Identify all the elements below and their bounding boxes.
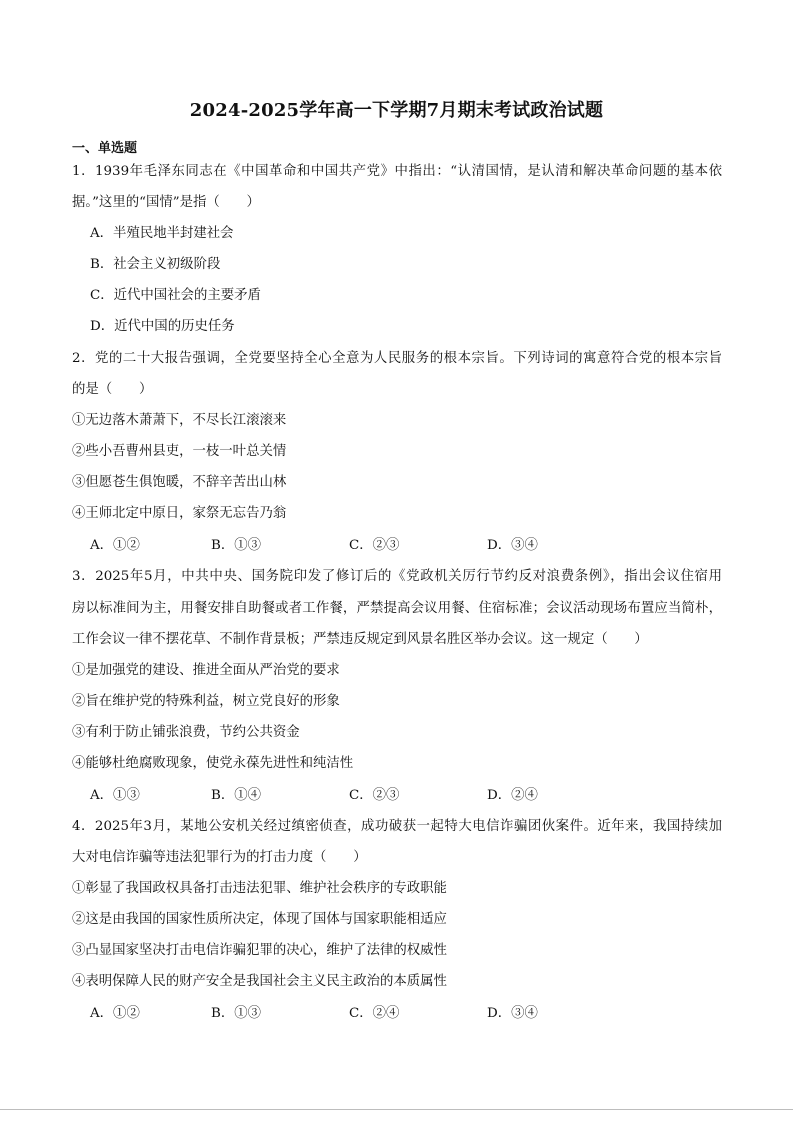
q1-option-d[interactable]: D．近代中国的历史任务: [90, 319, 235, 334]
q2-stem-line-2: 的是（ ）: [72, 382, 153, 397]
q1-option-a[interactable]: A．半殖民地半封建社会: [90, 226, 234, 241]
q2-statement-1: ①无边落木萧萧下，不尽长江滚滚来: [72, 413, 287, 428]
q4-stem-line-2: 大对电信诈骗等违法犯罪行为的打击力度（ ）: [72, 850, 367, 865]
q4-stem-line-1: 4．2025年3月，某地公安机关经过缜密侦查，成功破获一起特大电信诈骗团伙案件。近年来，我国持续加: [72, 819, 722, 834]
q3-option-c[interactable]: C．②③: [349, 788, 400, 803]
page-bottom-divider: [0, 1109, 793, 1110]
q4-option-d[interactable]: D．③④: [487, 1006, 538, 1021]
q2-option-b[interactable]: B．①③: [211, 538, 262, 553]
q2-option-a[interactable]: A．①②: [90, 538, 140, 553]
q4-option-a[interactable]: A．①②: [90, 1006, 140, 1021]
q3-option-d[interactable]: D．②④: [487, 788, 538, 803]
q3-stem-line-2: 房以标准间为主，用餐安排自助餐或者工作餐，严禁提高会议用餐、住宿标准；会议活动现场布置应当简朴，: [72, 601, 722, 616]
q4-statement-1: ①彰显了我国政权具备打击违法犯罪、维护社会秩序的专政职能: [72, 881, 447, 896]
q3-stem-line-1: 3．2025年5月，中共中央、国务院印发了修订后的《党政机关厉行节约反对浪费条例》，指出会议住宿用: [72, 569, 722, 584]
exam-title: 2024-2025学年高一下学期7月期末考试政治试题: [189, 100, 604, 121]
q4-option-b[interactable]: B．①③: [211, 1006, 262, 1021]
q1-option-c[interactable]: C．近代中国社会的主要矛盾: [90, 288, 261, 303]
q3-statement-4: ④能够杜绝腐败现象，使党永葆先进性和纯洁性: [72, 756, 354, 771]
q3-stem-line-3: 工作会议一律不摆花草、不制作背景板；严禁违反规定到风景名胜区举办会议。这一规定（ ）: [72, 632, 648, 647]
q2-option-d[interactable]: D．③④: [487, 538, 538, 553]
q4-statement-3: ③凸显国家坚决打击电信诈骗犯罪的决心，维护了法律的权威性: [72, 943, 447, 958]
q2-statement-3: ③但愿苍生俱饱暖，不辞辛苦出山林: [72, 475, 287, 490]
q4-statement-2: ②这是由我国的国家性质所决定，体现了国体与国家职能相适应: [72, 912, 447, 927]
q1-option-b[interactable]: B．社会主义初级阶段: [90, 257, 221, 272]
q2-statement-2: ②些小吾曹州县吏，一枝一叶总关情: [72, 444, 287, 459]
q2-option-c[interactable]: C．②③: [349, 538, 400, 553]
q3-option-b[interactable]: B．①④: [211, 788, 262, 803]
q3-statement-2: ②旨在维护党的特殊利益，树立党良好的形象: [72, 694, 340, 709]
q4-option-c[interactable]: C．②④: [349, 1006, 400, 1021]
q1-stem-line-2: 据。”这里的“国情”是指（ ）: [72, 195, 260, 210]
q2-stem-line-1: 2．党的二十大报告强调，全党要坚持全心全意为人民服务的根本宗旨。下列诗词的寓意符合党的根本宗旨: [72, 351, 722, 366]
q3-statement-3: ③有利于防止铺张浪费，节约公共资金: [72, 725, 300, 740]
q1-stem-line-1: 1．1939年毛泽东同志在《中国革命和中国共产党》中指出：“认清国情，是认清和解决革命问题的基本依: [72, 164, 722, 179]
q3-option-a[interactable]: A．①③: [90, 788, 140, 803]
section-heading: 一、单选题: [72, 141, 138, 156]
q4-statement-4: ④表明保障人民的财产安全是我国社会主义民主政治的本质属性: [72, 974, 447, 989]
q3-statement-1: ①是加强党的建设、推进全面从严治党的要求: [72, 663, 340, 678]
q2-statement-4: ④王师北定中原日，家祭无忘告乃翁: [72, 506, 287, 521]
